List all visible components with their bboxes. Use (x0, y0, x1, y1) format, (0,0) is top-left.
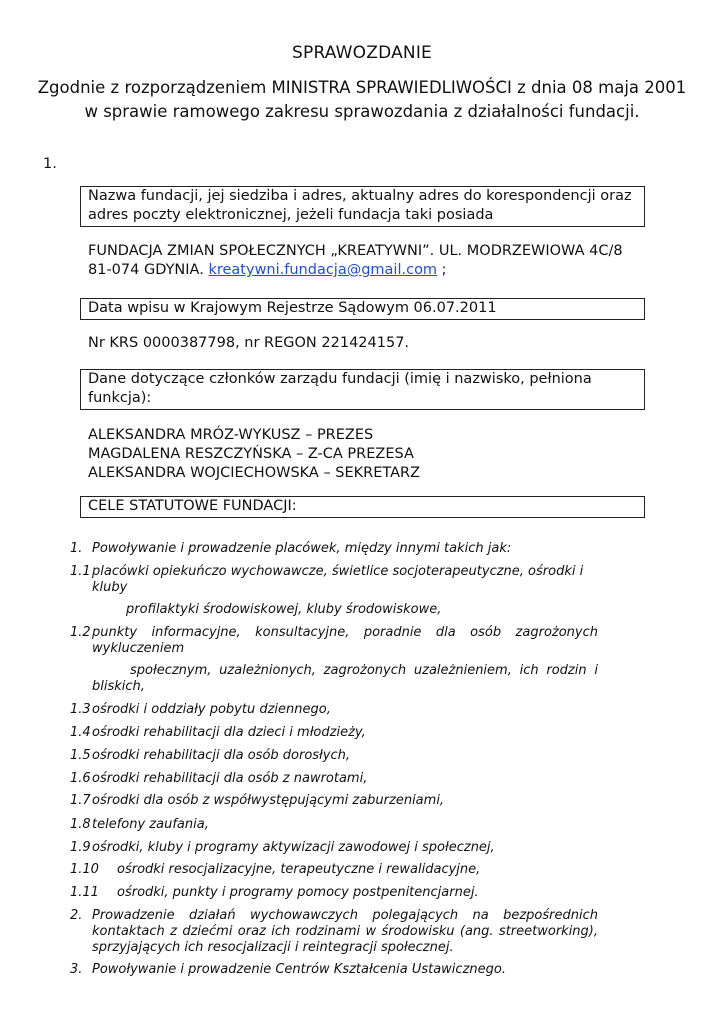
address-terminator: ; (441, 262, 447, 278)
foundation-address-line1: FUNDACJA ZMIAN SPOŁECZNYCH „KREATYWNI”. UL. MODRZEWIOWA 4C/8 (88, 243, 623, 259)
box-foundation-info-label: Nazwa fundacji, jej siedziba i adres, aktualny adres do korespondencji oraz adres poczty elektronicznej, jeżeli fundacja taki posiada (80, 186, 645, 227)
list-number: 1.10 (70, 862, 99, 877)
list-text: Powoływanie i prowadzenie Centrów Kształcenia Ustawicznego. (92, 962, 506, 977)
foundation-address-line2 (88, 261, 623, 280)
list-number: 1.8 (70, 817, 91, 832)
list-text: ośrodki rehabilitacji dla dzieci i młodzieży, (92, 725, 366, 740)
foundation-postal-city: 81-074 GDYNIA. (88, 262, 204, 278)
list-number: 1.3 (70, 702, 91, 717)
document-title: SPRAWOZDANIE (292, 43, 432, 63)
email-link[interactable]: kreatywni.fundacja@gmail.com (208, 262, 438, 278)
list-number: 1. (70, 541, 83, 556)
section-number: 1. (43, 156, 57, 172)
registry-numbers: Nr KRS 0000387798, nr REGON 221424157. (88, 335, 410, 351)
list-text: telefony zaufania, (92, 817, 209, 832)
board-member: MAGDALENA RESZCZYŃSKA – Z-CA PREZESA (88, 446, 414, 462)
box-registry-date: Data wpisu w Krajowym Rejestrze Sądowym 06.07.2011 (80, 298, 645, 320)
list-number: 1.2 (70, 625, 91, 640)
list-text: punkty informacyjne, konsultacyjne, poradnie dla osób zagrożonych wykluczeniem (92, 625, 598, 656)
box-statutory-goals: CELE STATUTOWE FUNDACJI: (80, 496, 645, 518)
list-text: ośrodki rehabilitacji dla osób z nawrotami, (92, 771, 368, 786)
list-text: profilaktyki środowiskowej, kluby środowiskowe, (126, 602, 442, 617)
list-text: ośrodki i oddziały pobytu dziennego, (92, 702, 331, 717)
list-text: Powoływanie i prowadzenie placówek, między innymi takich jak: (92, 541, 512, 556)
list-text: ośrodki rehabilitacji dla osób dorosłych, (92, 748, 351, 763)
board-member: ALEKSANDRA WOJCIECHOWSKA – SEKRETARZ (88, 465, 421, 481)
list-text: placówki opiekuńczo wychowawcze, świetlice socjoterapeutyczne, ośrodki i kluby (92, 564, 584, 595)
list-text: społecznym, uzależnionych, zagrożonych uzależnieniem, ich rodzin i bliskich, (92, 663, 598, 694)
list-text: Prowadzenie działań wychowawczych polegających na bezpośrednich kontaktach z dziećmi oraz ich rodzinami w środowisku (ang. streetworking), sprzyjających ich resocjalizacji i reintegracji społecznej. (92, 908, 598, 955)
board-members (88, 426, 420, 483)
list-number: 3. (70, 962, 83, 977)
list-number: 1.6 (70, 771, 91, 786)
list-number: 1.5 (70, 748, 91, 763)
foundation-address (88, 242, 623, 280)
list-number: 1.7 (70, 793, 91, 808)
document-subtitle: Zgodnie z rozporządzeniem MINISTRA SPRAWIEDLIWOŚCI z dnia 08 maja 2001 w sprawie ramowego zakresu sprawozdania z działalności fundacji. (37, 78, 687, 121)
list-number: 1.1 (70, 564, 91, 579)
list-number: 1.11 (70, 885, 99, 900)
list-number: 1.9 (70, 840, 91, 855)
list-text: ośrodki, punkty i programy pomocy postpenitencjarnej. (117, 885, 479, 900)
list-text: ośrodki resocjalizacyjne, terapeutyczne i rewalidacyjne, (117, 862, 481, 877)
list-text: ośrodki, kluby i programy aktywizacji zawodowej i społecznej, (92, 840, 495, 855)
list-number: 1.4 (70, 725, 91, 740)
box-board-label: Dane dotyczące członków zarządu fundacji (imię i nazwisko, pełniona funkcja): (80, 369, 645, 410)
board-member: ALEKSANDRA MRÓZ-WYKUSZ – PREZES (88, 427, 374, 443)
list-text: ośrodki dla osób z współwystępującymi zaburzeniami, (92, 793, 445, 808)
list-number: 2. (70, 908, 83, 923)
